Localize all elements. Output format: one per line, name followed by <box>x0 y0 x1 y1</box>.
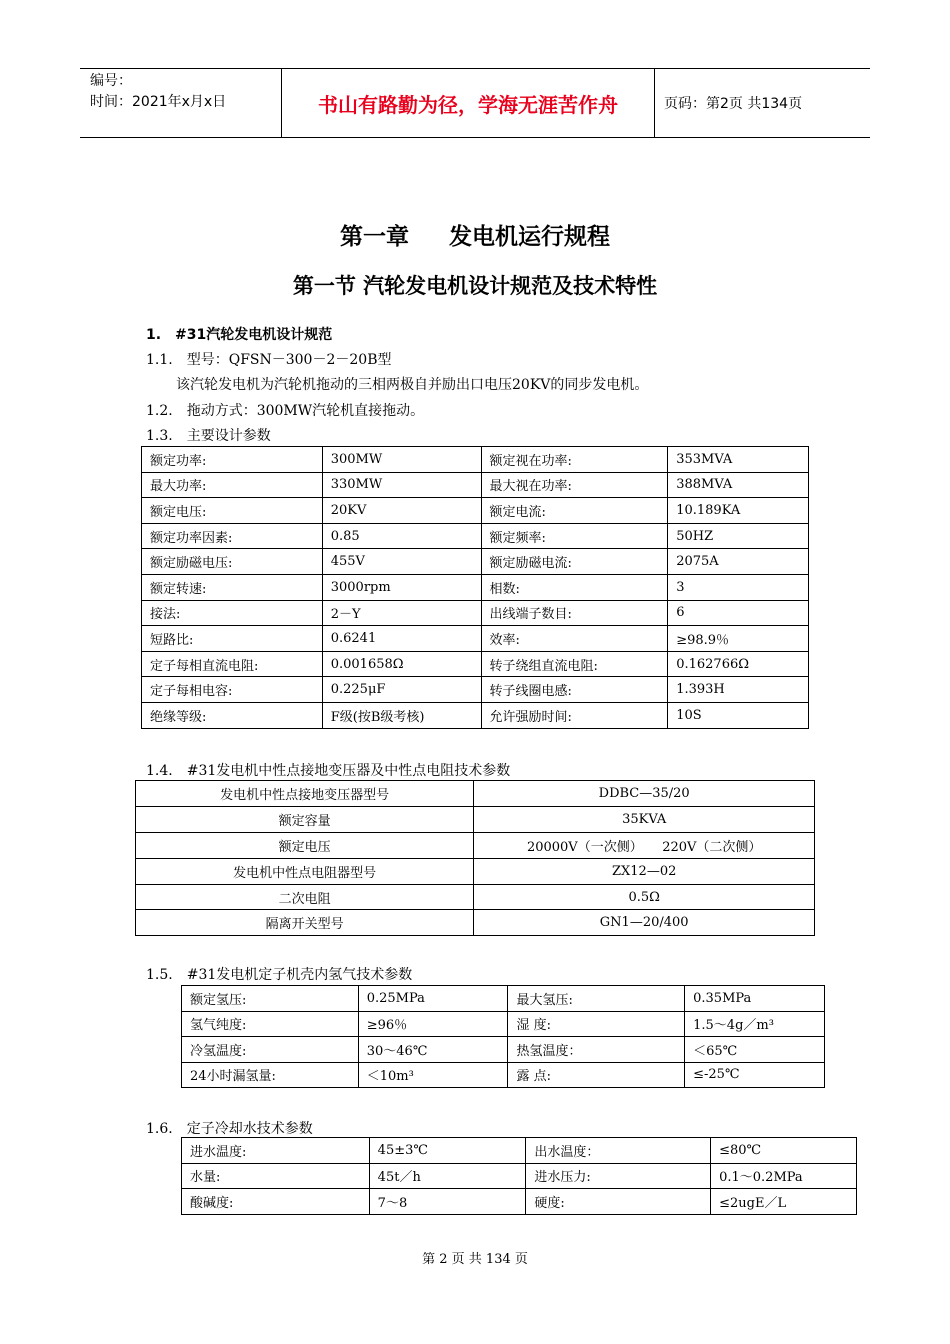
table-cell: ＜65℃ <box>685 1037 825 1063</box>
table-row <box>182 986 825 1012</box>
item-1-1-desc: 该汽轮发电机为汽轮机拖动的三相两极自并励出口电压20KV的同步发电机。 <box>176 377 649 393</box>
table-cell: 最大视在功率: <box>481 472 668 498</box>
table-cell: 额定频率: <box>481 523 668 549</box>
table-cell: 7～8 <box>369 1189 526 1215</box>
table-cell: 氢气纯度: <box>182 1011 359 1037</box>
table-cell: ZX12—02 <box>474 858 815 884</box>
table-cell: 接法: <box>142 600 323 626</box>
table-cell: 30～46℃ <box>358 1037 508 1063</box>
table-cell: 388MVA <box>668 472 809 498</box>
table-row <box>142 472 809 498</box>
table-cell: 10S <box>668 702 809 728</box>
table-cell: 出线端子数目: <box>481 600 668 626</box>
table-cell: 额定电压 <box>136 832 474 858</box>
table-cell: 330MW <box>322 472 481 498</box>
table-cell: 额定功率因素: <box>142 523 323 549</box>
table-cell: 最大功率: <box>142 472 323 498</box>
table-cell: 0.225μF <box>322 677 481 703</box>
header-meta <box>80 69 280 137</box>
table-row <box>182 1062 825 1088</box>
table-cell: 定子每相直流电阻: <box>142 651 323 677</box>
table-cell: 允许强励时间: <box>481 702 668 728</box>
table-row <box>136 781 815 807</box>
table-cell: 发电机中性点接地变压器型号 <box>136 781 474 807</box>
table-row <box>182 1189 857 1215</box>
table-cell: 35KVA <box>474 806 815 832</box>
table-cell: 短路比: <box>142 626 323 652</box>
header-page-label: 页码：第2页 共134页 <box>664 96 803 112</box>
table-cell: 露 点: <box>508 1062 685 1088</box>
item-1-6: 1.6. 定子冷却水技术参数 <box>146 1121 313 1137</box>
table-cell: 2075A <box>668 549 809 575</box>
table-cell: 额定电流: <box>481 498 668 524</box>
table-row <box>142 600 809 626</box>
table-cell: 绝缘等级: <box>142 702 323 728</box>
table-cell: 353MVA <box>668 447 809 473</box>
table-cell: 额定励磁电流: <box>481 549 668 575</box>
table-row <box>142 651 809 677</box>
table-cell: 热氢温度： <box>508 1037 685 1063</box>
table-cell: 隔离开关型号 <box>136 910 474 936</box>
hydrogen-params-table <box>181 985 825 1088</box>
table-cell: 水量: <box>182 1163 370 1189</box>
table-cell: ≤-25℃ <box>685 1062 825 1088</box>
table-cell: ≥96％ <box>358 1011 508 1037</box>
table-cell: 出水温度： <box>526 1138 711 1164</box>
table-row <box>182 1138 857 1164</box>
table-cell: 0.85 <box>322 523 481 549</box>
table-cell: F级(按B级考核) <box>322 702 481 728</box>
header-motto: 书山有路勤为径，学海无涯苦作舟 <box>281 69 655 137</box>
table-cell: 10.189KA <box>668 498 809 524</box>
header-time-label: 时间：2021年x月x日 <box>90 94 227 110</box>
item-1-2: 1.2. 拖动方式：300MW汽轮机直接拖动。 <box>146 403 425 419</box>
item-1-4: 1.4. #31发电机中性点接地变压器及中性点电阻技术参数 <box>146 763 511 779</box>
table-cell: 进水温度: <box>182 1138 370 1164</box>
table-cell: 冷氢温度: <box>182 1037 359 1063</box>
table-cell: 0.5Ω <box>474 884 815 910</box>
table-cell: 3000rpm <box>322 574 481 600</box>
table-row <box>136 806 815 832</box>
table-cell: 湿 度: <box>508 1011 685 1037</box>
table-row <box>136 884 815 910</box>
table-cell: 转子绕组直流电阻: <box>481 651 668 677</box>
table-cell: 45t／h <box>369 1163 526 1189</box>
table-cell: DDBC—35/20 <box>474 781 815 807</box>
table-cell: 额定电压: <box>142 498 323 524</box>
table-cell: 2－Y <box>322 600 481 626</box>
table-cell: 效率: <box>481 626 668 652</box>
design-params-table <box>141 446 809 729</box>
table-cell: 进水压力: <box>526 1163 711 1189</box>
chapter-name: 发电机运行规程 <box>449 224 610 250</box>
table-cell: 额定功率: <box>142 447 323 473</box>
table-row <box>142 447 809 473</box>
table-cell: ≤2ugE／L <box>711 1189 857 1215</box>
table-cell: GN1—20/400 <box>474 910 815 936</box>
table-cell: 额定励磁电压: <box>142 549 323 575</box>
table-cell: 45±3℃ <box>369 1138 526 1164</box>
table-cell: 转子线圈电感: <box>481 677 668 703</box>
table-cell: ≥98.9％ <box>668 626 809 652</box>
header-number-label: 编号： <box>90 73 132 89</box>
table-cell: ＜10m³ <box>358 1062 508 1088</box>
table-cell: 0.6241 <box>322 626 481 652</box>
table-row <box>182 1011 825 1037</box>
table-row <box>136 832 815 858</box>
table-cell: 20KV <box>322 498 481 524</box>
cooling-water-table <box>181 1137 857 1215</box>
table-row <box>142 626 809 652</box>
table-cell: 额定容量 <box>136 806 474 832</box>
table-cell: 0.1～0.2MPa <box>711 1163 857 1189</box>
table-row <box>142 702 809 728</box>
table-cell: 额定氢压: <box>182 986 359 1012</box>
table-cell: 发电机中性点电阻器型号 <box>136 858 474 884</box>
item-1-heading: 1. #31汽轮发电机设计规范 <box>146 327 333 343</box>
table-cell: 0.162766Ω <box>668 651 809 677</box>
table-cell: 相数: <box>481 574 668 600</box>
page-header <box>80 68 870 138</box>
chapter-title: 第一章 <box>340 224 409 250</box>
table-cell: 定子每相电容: <box>142 677 323 703</box>
table-row <box>142 549 809 575</box>
table-row <box>142 523 809 549</box>
table-row <box>182 1037 825 1063</box>
table-cell: 3 <box>668 574 809 600</box>
table-cell: 硬度: <box>526 1189 711 1215</box>
table-cell: 0.001658Ω <box>322 651 481 677</box>
chapter-heading <box>0 218 950 251</box>
table-cell: 最大氢压: <box>508 986 685 1012</box>
item-1-1: 1.1. 型号：QFSN－300－2－20B型 <box>146 352 392 368</box>
table-cell: 6 <box>668 600 809 626</box>
table-row <box>136 910 815 936</box>
page-footer: 第 2 页 共 134 页 <box>422 1252 528 1267</box>
neutral-transformer-table <box>135 780 815 936</box>
table-cell: 24小时漏氢量: <box>182 1062 359 1088</box>
table-cell: 300MW <box>322 447 481 473</box>
table-cell: 20000V（一次侧） 220V（二次侧） <box>474 832 815 858</box>
item-1-5: 1.5. #31发电机定子机壳内氢气技术参数 <box>146 967 413 983</box>
table-cell: 额定转速: <box>142 574 323 600</box>
table-cell: 酸碱度: <box>182 1189 370 1215</box>
table-cell: 0.25MPa <box>358 986 508 1012</box>
table-cell: 额定视在功率: <box>481 447 668 473</box>
table-cell: 1.393H <box>668 677 809 703</box>
table-cell: 50HZ <box>668 523 809 549</box>
table-cell: ≤80℃ <box>711 1138 857 1164</box>
table-cell: 0.35MPa <box>685 986 825 1012</box>
table-cell: 455V <box>322 549 481 575</box>
table-row <box>142 677 809 703</box>
section-title: 第一节 汽轮发电机设计规范及技术特性 <box>292 274 658 298</box>
table-cell: 二次电阻 <box>136 884 474 910</box>
table-cell: 1.5～4g／m³ <box>685 1011 825 1037</box>
item-1-3: 1.3. 主要设计参数 <box>146 428 271 444</box>
table-row <box>182 1163 857 1189</box>
table-row <box>142 574 809 600</box>
table-row <box>136 858 815 884</box>
table-row <box>142 498 809 524</box>
